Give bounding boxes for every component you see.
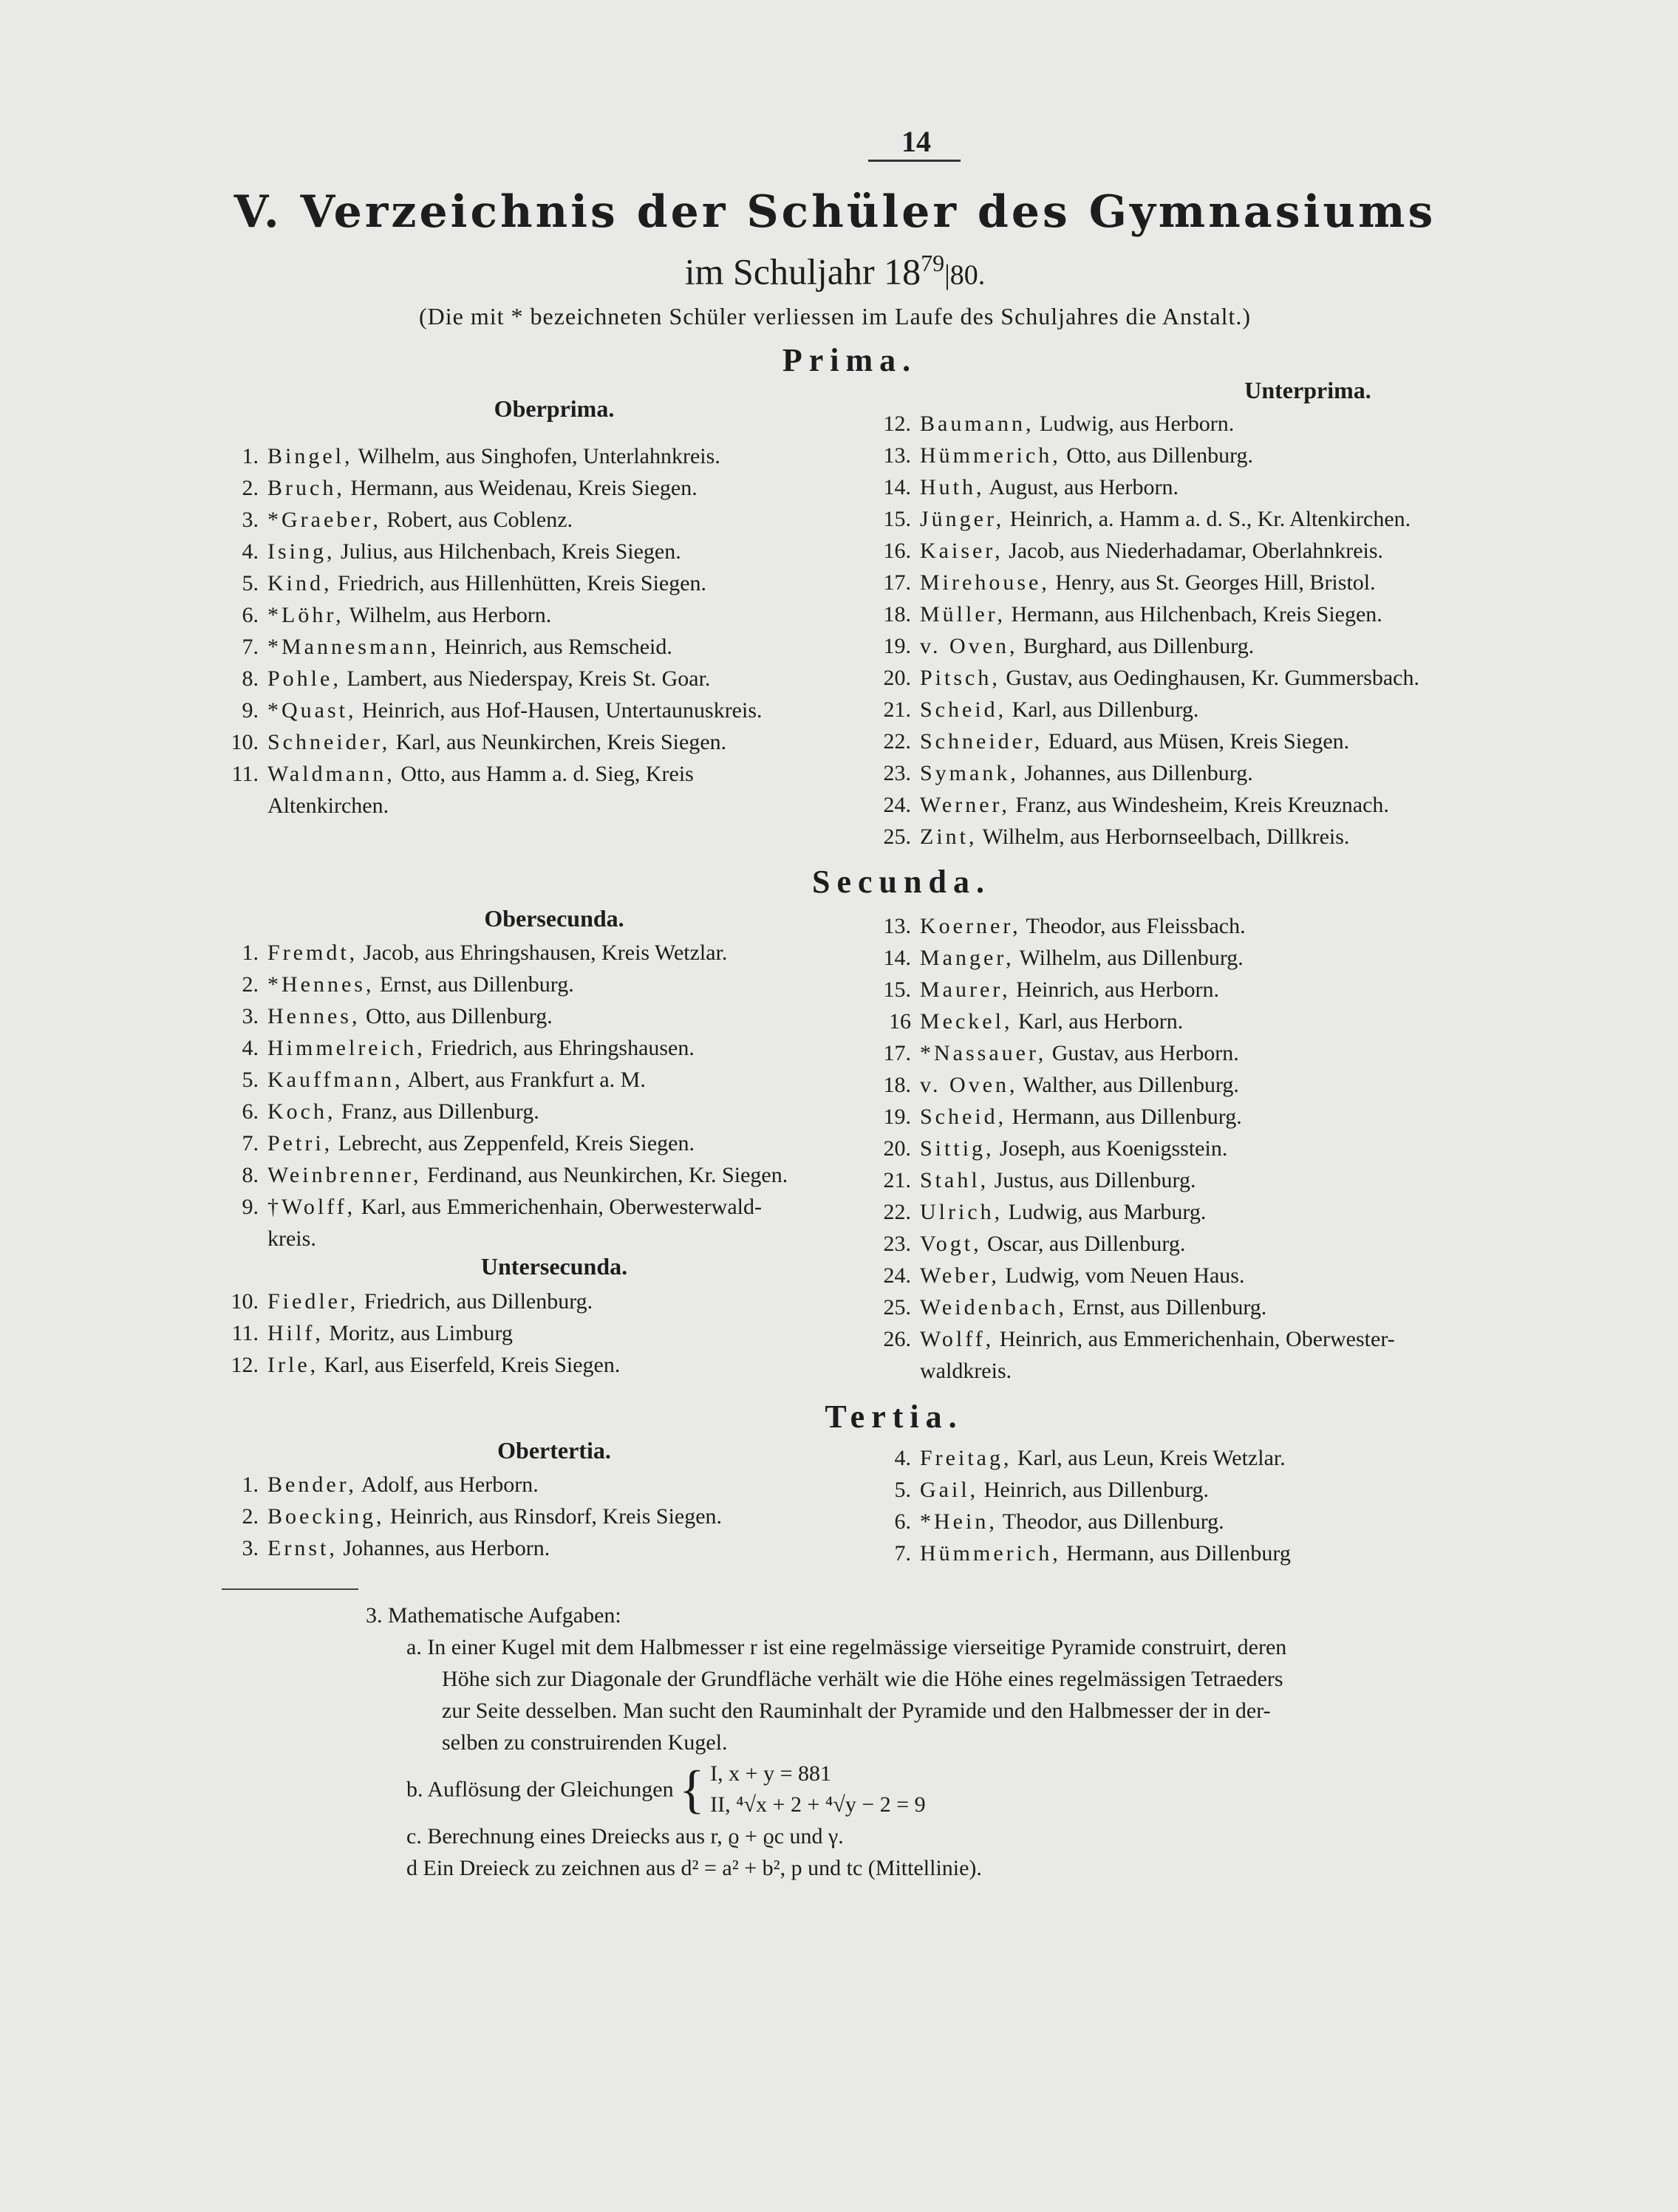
list-item — [861, 757, 1651, 789]
list-item — [861, 567, 1651, 598]
list-item — [208, 567, 910, 599]
math-b-eq2: II, ⁴√x + 2 + ⁴√y − 2 = 9 — [710, 1792, 926, 1817]
student-surname: Fremdt, — [267, 941, 358, 965]
list-item — [861, 1037, 1651, 1069]
item-number: 3. — [242, 508, 259, 532]
list-item — [208, 694, 910, 726]
item-number: 21. — [883, 697, 911, 722]
heading-obersecunda: Obersecunda. — [484, 905, 624, 932]
math-b — [222, 1758, 1581, 1820]
student-details: Karl, aus Dillenburg. — [1006, 697, 1199, 722]
student-surname: Petri, — [267, 1131, 333, 1156]
math-b-equations — [710, 1758, 926, 1820]
student-surname: Gail, — [920, 1478, 979, 1502]
list-item — [861, 1006, 1651, 1037]
list-item — [208, 1032, 910, 1064]
list-item — [208, 472, 910, 504]
student-surname: v. Oven, — [920, 634, 1018, 658]
student-details: Theodor, aus Dillenburg. — [997, 1509, 1224, 1534]
item-number: 18. — [883, 1073, 911, 1097]
item-number: 24. — [883, 1263, 911, 1288]
math-a-line-3: zur Seite desselben. Man sucht den Rauminhalt der Pyramide und den Halbmesser der in der- — [442, 1699, 1271, 1723]
student-details: Johannes, aus Herborn. — [337, 1536, 550, 1560]
asterisk-note: (Die mit * bezeichneten Schüler verliessen im Laufe des Schuljahres die Anstalt.) — [419, 303, 1251, 330]
item-number: 2. — [242, 1504, 259, 1529]
student-surname: *Hennes, — [267, 972, 375, 997]
item-number: 14. — [883, 946, 911, 970]
list-item — [861, 503, 1651, 535]
student-surname: Müller, — [920, 602, 1006, 627]
student-details: Lambert, aus Niederspay, Kreis St. Goar. — [341, 666, 711, 691]
list-item — [861, 1196, 1651, 1228]
student-surname: Zint, — [920, 825, 978, 849]
student-details: Wilhelm, aus Herborn. — [344, 603, 552, 627]
student-surname: Kind, — [267, 571, 332, 595]
item-number: 16 — [889, 1009, 911, 1034]
student-surname: Sittig, — [920, 1136, 995, 1161]
student-surname: *Löhr, — [267, 603, 344, 627]
student-details: Ludwig, vom Neuen Haus. — [999, 1263, 1245, 1288]
list-item — [861, 1323, 1651, 1355]
item-number: 4. — [242, 1036, 259, 1060]
list-untersecunda — [208, 1286, 910, 1381]
student-details: Karl, aus Eiserfeld, Kreis Siegen. — [318, 1353, 621, 1377]
student-surname: Baumann, — [920, 412, 1034, 436]
student-details: Ernst, aus Dillenburg. — [374, 972, 574, 997]
student-surname: Meckel, — [920, 1009, 1013, 1034]
student-details: Heinrich, aus Hof-Hausen, Untertaunuskreis. — [356, 698, 763, 723]
student-surname: Ising, — [267, 539, 335, 564]
student-details: Karl, aus Neunkirchen, Kreis Siegen. — [390, 730, 727, 754]
subtitle-text: im Schuljahr 18 — [684, 250, 921, 293]
list-item — [861, 1260, 1651, 1291]
list-item — [861, 440, 1651, 471]
item-number: 22. — [883, 729, 911, 754]
item-number: 25. — [883, 1295, 911, 1320]
student-details: Hermann, aus Dillenburg. — [1006, 1105, 1242, 1129]
student-surname: Koerner, — [920, 914, 1021, 938]
list-item — [208, 1191, 910, 1223]
item-number: 4. — [242, 539, 259, 564]
section-tertia: Tertia. — [825, 1399, 964, 1435]
item-number: 3. — [242, 1536, 259, 1560]
list-item — [861, 408, 1651, 440]
item-number: 7. — [894, 1541, 911, 1566]
list-item — [861, 598, 1651, 630]
list-item — [861, 694, 1651, 726]
student-details: Robert, aus Coblenz. — [381, 508, 573, 532]
item-number: 8. — [242, 1163, 259, 1187]
item-number: 7. — [242, 1131, 259, 1156]
student-surname: *Hein, — [920, 1509, 997, 1534]
list-item — [208, 1469, 910, 1501]
list-obertertia — [208, 1469, 910, 1564]
item-number: 13. — [883, 443, 911, 468]
item-number: 17. — [883, 570, 911, 595]
math-b-eq1: I, x + y = 881 — [710, 1761, 831, 1786]
item-number: 9. — [242, 1195, 259, 1219]
list-item — [861, 1069, 1651, 1101]
student-surname: Himmelreich, — [267, 1036, 426, 1060]
item-number: 25. — [883, 825, 911, 849]
student-details: Wilhelm, aus Herbornseelbach, Dillkreis. — [977, 825, 1350, 849]
list-item — [861, 1101, 1651, 1133]
student-surname: Weidenbach, — [920, 1295, 1068, 1320]
heading-unterprima: Unterprima. — [1244, 377, 1371, 403]
item-number: 20. — [883, 666, 911, 690]
list-item — [208, 1096, 910, 1127]
student-details: Karl, aus Emmerichenhain, Oberwesterwald- — [355, 1195, 762, 1219]
student-details: Ernst, aus Dillenburg. — [1067, 1295, 1267, 1320]
item-number: 6. — [242, 1099, 259, 1124]
list-item — [861, 789, 1651, 821]
list-item — [208, 1064, 910, 1096]
subtitle-sup: 79 — [921, 250, 945, 276]
student-details: Burghard, aus Dillenburg. — [1017, 634, 1255, 658]
student-details: Joseph, aus Koenigsstein. — [994, 1136, 1228, 1161]
student-details: Otto, aus Hamm a. d. Sieg, Kreis — [395, 762, 694, 786]
list-item — [208, 1127, 910, 1159]
student-surname: Bender, — [267, 1472, 357, 1497]
student-surname: Freitag, — [920, 1446, 1012, 1470]
list-item — [208, 937, 910, 969]
list-item — [861, 1133, 1651, 1164]
item-number: 12. — [231, 1353, 259, 1377]
student-details: Heinrich, aus Rinsdorf, Kreis Siegen. — [384, 1504, 723, 1529]
math-a-line-2: Höhe sich zur Diagonale der Grundfläche verhält wie die Höhe eines regelmässigen Tetraeders — [442, 1667, 1283, 1691]
student-details: Hermann, aus Dillenburg — [1060, 1541, 1291, 1566]
student-details: Karl, aus Leun, Kreis Wetzlar. — [1012, 1446, 1286, 1470]
list-obersecunda — [208, 937, 910, 1255]
student-surname: Pitsch, — [920, 666, 1000, 690]
heading-untersecunda: Untersecunda. — [480, 1253, 628, 1280]
student-surname: Huth, — [920, 475, 985, 499]
page-subtitle — [222, 250, 1448, 293]
student-details: Heinrich, aus Emmerichenhain, Oberwester- — [994, 1327, 1395, 1351]
item-number: 19. — [883, 634, 911, 658]
item-number: 5. — [242, 571, 259, 595]
item-number: 1. — [242, 444, 259, 468]
list-item — [208, 1349, 910, 1381]
item-number: 1. — [242, 941, 259, 965]
student-surname: Schneider, — [267, 730, 391, 754]
student-details: Wilhelm, aus Singhofen, Unterlahnkreis. — [352, 444, 720, 468]
student-surname: Waldmann, — [267, 762, 395, 786]
heading-oberprima: Oberprima. — [494, 395, 615, 422]
student-details: Otto, aus Dillenburg. — [360, 1004, 553, 1028]
list-item — [861, 821, 1651, 853]
list-item — [861, 1164, 1651, 1196]
item-number: 2. — [242, 972, 259, 997]
student-surname: Boecking, — [267, 1504, 385, 1529]
math-a-line-4: selben zu construirenden Kugel. — [442, 1730, 728, 1755]
list-item — [861, 535, 1651, 567]
heading-obertertia: Obertertia. — [497, 1437, 611, 1464]
math-b-label: b. Auflösung der Gleichungen — [406, 1777, 674, 1802]
student-surname: Weinbrenner, — [267, 1163, 422, 1187]
item-number: 16. — [883, 539, 911, 563]
student-surname: Wolff, — [920, 1327, 995, 1351]
student-surname: Scheid, — [920, 1105, 1007, 1129]
student-details: Julius, aus Hilchenbach, Kreis Siegen. — [335, 539, 681, 564]
subtitle-end: |80. — [944, 259, 986, 291]
student-details: Albert, aus Frankfurt a. M. — [403, 1068, 646, 1092]
student-surname: Fiedler, — [267, 1289, 359, 1314]
math-tasks — [222, 1600, 1581, 1884]
student-details: Gustav, aus Herborn. — [1046, 1041, 1239, 1065]
list-item — [861, 1474, 1651, 1506]
item-number: 5. — [242, 1068, 259, 1092]
list-item — [208, 1000, 910, 1032]
item-number: 2. — [242, 476, 259, 500]
student-details: Friedrich, aus Ehringshausen. — [425, 1036, 695, 1060]
student-details: Hermann, aus Weidenau, Kreis Siegen. — [344, 476, 698, 500]
student-surname: *Quast, — [267, 698, 357, 723]
list-item — [861, 662, 1651, 694]
item-number: 13. — [883, 914, 911, 938]
student-details: Oscar, aus Dillenburg. — [981, 1232, 1186, 1256]
item-number: 14. — [883, 475, 911, 499]
student-details: Karl, aus Herborn. — [1012, 1009, 1184, 1034]
student-surname: Scheid, — [920, 697, 1007, 722]
math-c: c. Berechnung eines Dreiecks aus r, ϱ + ϱc und γ. — [406, 1824, 844, 1849]
student-details: Heinrich, aus Herborn. — [1010, 977, 1220, 1002]
list-unterprima — [861, 408, 1651, 853]
list-item — [861, 1442, 1651, 1474]
student-surname: Ernst, — [267, 1536, 338, 1560]
student-details: Friedrich, aus Hillenhütten, Kreis Siegen. — [332, 571, 707, 595]
section-secunda: Secunda. — [812, 864, 991, 900]
item-number: 1. — [242, 1472, 259, 1497]
student-details: Walther, aus Dillenburg. — [1017, 1073, 1239, 1097]
list-item-continuation: waldkreis. — [920, 1359, 1012, 1383]
student-details: Jacob, aus Niederhadamar, Oberlahnkreis. — [1003, 539, 1384, 563]
list-item — [208, 758, 910, 790]
list-item — [861, 726, 1651, 757]
list-item — [208, 440, 910, 472]
item-number: 6. — [894, 1509, 911, 1534]
item-number: 22. — [883, 1200, 911, 1224]
list-tertia-right — [861, 1442, 1651, 1569]
student-surname: Hümmerich, — [920, 1541, 1061, 1566]
student-surname: Irle, — [267, 1353, 319, 1377]
student-surname: *Nassauer, — [920, 1041, 1047, 1065]
student-details: Jacob, aus Ehringshausen, Kreis Wetzlar. — [358, 941, 728, 965]
student-details: Heinrich, aus Remscheid. — [439, 635, 672, 659]
item-number: 8. — [242, 666, 259, 691]
student-details: Ludwig, aus Marburg. — [1003, 1200, 1207, 1224]
student-details: Adolf, aus Herborn. — [356, 1472, 539, 1497]
list-item — [208, 1159, 910, 1191]
page-number: 14 — [901, 125, 931, 158]
item-number: 5. — [894, 1478, 911, 1502]
student-details: Franz, aus Windesheim, Kreis Kreuznach. — [1009, 793, 1389, 817]
student-surname: Maurer, — [920, 977, 1011, 1002]
item-number: 21. — [883, 1168, 911, 1192]
item-number: 4. — [894, 1446, 911, 1470]
item-number: 7. — [242, 635, 259, 659]
item-number: 11. — [231, 1321, 259, 1345]
student-details: Hermann, aus Hilchenbach, Kreis Siegen. — [1005, 602, 1382, 627]
student-surname: Hennes, — [267, 1004, 361, 1028]
student-surname: Weber, — [920, 1263, 1000, 1288]
student-details: Ludwig, aus Herborn. — [1034, 412, 1235, 436]
student-details: Eduard, aus Müsen, Kreis Siegen. — [1043, 729, 1350, 754]
item-number: 11. — [231, 762, 259, 786]
section-prima: Prima. — [782, 342, 918, 378]
student-surname: Kaiser, — [920, 539, 1003, 563]
item-number: 17. — [883, 1041, 911, 1065]
student-surname: Manger, — [920, 946, 1014, 970]
student-details: Justus, aus Dillenburg. — [989, 1168, 1196, 1192]
student-details: Franz, aus Dillenburg. — [335, 1099, 539, 1124]
list-item — [208, 726, 910, 758]
student-surname: Mirehouse, — [920, 570, 1050, 595]
student-details: Wilhelm, aus Dillenburg. — [1014, 946, 1244, 970]
student-details: Johannes, aus Dillenburg. — [1018, 761, 1253, 785]
student-details: Gustav, aus Oedinghausen, Kr. Gummersbach. — [1000, 666, 1419, 690]
list-item — [208, 1532, 910, 1564]
list-item-continuation: kreis. — [267, 1226, 316, 1251]
student-surname: Bingel, — [267, 444, 353, 468]
list-item-continuation: Altenkirchen. — [267, 793, 389, 818]
list-item — [861, 471, 1651, 503]
student-surname: Kauffmann, — [267, 1068, 403, 1092]
list-item — [208, 1286, 910, 1317]
student-surname: †Wolff, — [267, 1195, 356, 1219]
student-surname: *Graeber, — [267, 508, 381, 532]
math-d: d Ein Dreieck zu zeichnen aus d² = a² + b², p und tc (Mittellinie). — [406, 1856, 982, 1880]
list-item — [208, 536, 910, 567]
math-a-line-1: a. In einer Kugel mit dem Halbmesser r ist eine regelmässige vierseitige Pyramide construirt, deren — [406, 1635, 1287, 1659]
student-surname: Symank, — [920, 761, 1019, 785]
student-details: Heinrich, a. Hamm a. d. S., Kr. Altenkirchen. — [1004, 507, 1411, 531]
student-details: Friedrich, aus Dillenburg. — [358, 1289, 593, 1314]
item-number: 23. — [883, 761, 911, 785]
item-number: 9. — [242, 698, 259, 723]
student-surname: Pohle, — [267, 666, 341, 691]
student-surname: Ulrich, — [920, 1200, 1003, 1224]
student-surname: Koch, — [267, 1099, 336, 1124]
item-number: 10. — [231, 730, 259, 754]
list-item — [861, 942, 1651, 974]
student-details: Moritz, aus Limburg — [323, 1321, 513, 1345]
student-surname: Hümmerich, — [920, 443, 1061, 468]
page-title: V. Verzeichnis der Schüler des Gymnasiums — [233, 186, 1436, 238]
item-number: 10. — [231, 1289, 259, 1314]
brace-icon: { — [679, 1760, 705, 1819]
item-number: 18. — [883, 602, 911, 627]
student-details: Theodor, aus Fleissbach. — [1020, 914, 1246, 938]
student-surname: Bruch, — [267, 476, 345, 500]
item-number: 12. — [883, 412, 911, 436]
math-heading: 3. Mathematische Aufgaben: — [366, 1603, 621, 1628]
list-item — [861, 1291, 1651, 1323]
list-item — [208, 631, 910, 663]
list-item — [208, 599, 910, 631]
item-number: 19. — [883, 1105, 911, 1129]
student-surname: Vogt, — [920, 1232, 982, 1256]
list-item — [861, 1537, 1651, 1569]
list-oberprima — [208, 440, 910, 822]
list-item — [208, 1317, 910, 1349]
item-number: 15. — [883, 977, 911, 1002]
student-details: Otto, aus Dillenburg. — [1060, 443, 1254, 468]
student-details: August, aus Herborn. — [984, 475, 1179, 499]
list-item — [208, 663, 910, 694]
student-details: Henry, aus St. Georges Hill, Bristol. — [1049, 570, 1376, 595]
list-secunda-right — [861, 910, 1651, 1387]
list-item — [208, 1501, 910, 1532]
student-surname: Stahl, — [920, 1168, 989, 1192]
list-item — [861, 1506, 1651, 1537]
list-item — [861, 910, 1651, 942]
student-surname: Schneider, — [920, 729, 1043, 754]
student-details: Ferdinand, aus Neunkirchen, Kr. Siegen. — [421, 1163, 788, 1187]
item-number: 3. — [242, 1004, 259, 1028]
student-surname: Jünger, — [920, 507, 1005, 531]
list-item — [208, 504, 910, 536]
item-number: 26. — [883, 1327, 911, 1351]
student-details: Lebrecht, aus Zeppenfeld, Kreis Siegen. — [332, 1131, 695, 1156]
list-item — [861, 974, 1651, 1006]
student-surname: *Mannesmann, — [267, 635, 440, 659]
item-number: 6. — [242, 603, 259, 627]
item-number: 20. — [883, 1136, 911, 1161]
student-surname: Hilf, — [267, 1321, 324, 1345]
item-number: 24. — [883, 793, 911, 817]
list-item — [861, 630, 1651, 662]
page-number-rule — [868, 160, 961, 162]
list-item — [208, 969, 910, 1000]
item-number: 15. — [883, 507, 911, 531]
student-details: Heinrich, aus Dillenburg. — [978, 1478, 1210, 1502]
item-number: 23. — [883, 1232, 911, 1256]
list-item — [861, 1228, 1651, 1260]
footnote-rule — [222, 1588, 358, 1590]
student-surname: v. Oven, — [920, 1073, 1018, 1097]
student-surname: Werner, — [920, 793, 1010, 817]
